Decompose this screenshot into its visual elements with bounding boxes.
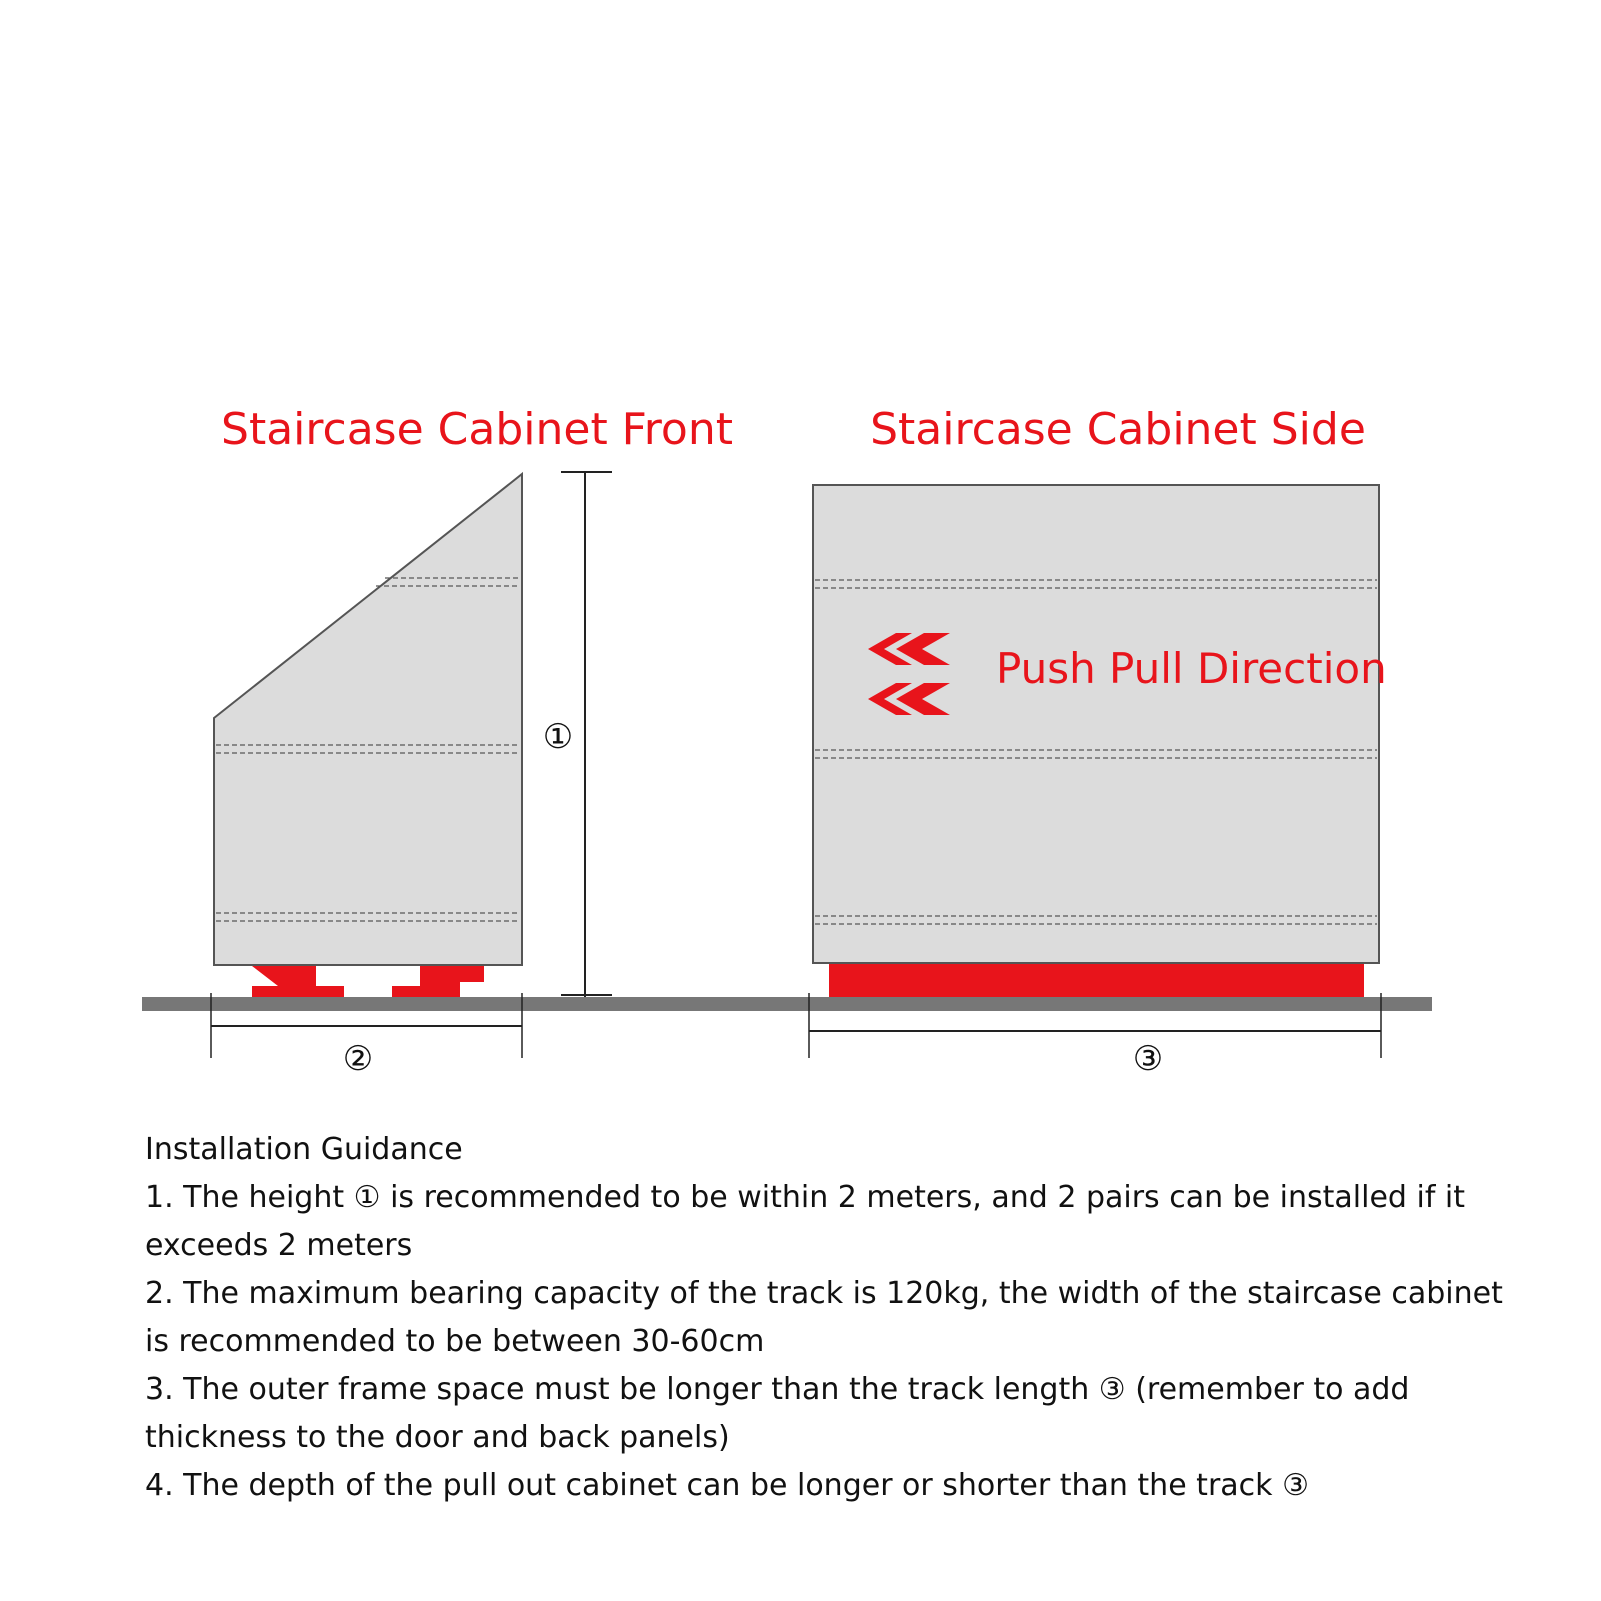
installation-guidance: [145, 1126, 1525, 1510]
track-marker: ③: [1132, 1039, 1164, 1079]
side-view-title: Staircase Cabinet Side: [870, 404, 1366, 455]
guidance-heading: Installation Guidance: [145, 1132, 463, 1167]
slide-rail-right: [392, 966, 484, 997]
front-cabinet-body: [214, 474, 522, 965]
slide-rail-left: [252, 966, 344, 997]
guidance-item: 2. The maximum bearing capacity of the track is 120kg, the width of the staircase cabinet is recommended to be between 30-60cm: [145, 1276, 1503, 1359]
side-slide-track: [829, 964, 1364, 997]
guidance-item: 1. The height ① is recommended to be within 2 meters, and 2 pairs can be installed if it exceeds 2 meters: [145, 1180, 1466, 1263]
push-pull-direction-label: Push Pull Direction: [996, 644, 1387, 693]
guidance-item: 3. The outer frame space must be longer than the track length ③ (remember to add thickness to the door and back panels): [145, 1372, 1410, 1455]
floor-line: [142, 997, 1432, 1011]
front-view-title: Staircase Cabinet Front: [221, 404, 733, 455]
front-slide-rails: [252, 966, 484, 997]
side-cabinet-body: [813, 485, 1379, 963]
height-dimension: [538, 472, 612, 997]
height-marker: ①: [542, 717, 574, 757]
side-cabinet: [813, 485, 1379, 963]
width-marker: ②: [342, 1039, 374, 1079]
guidance-item: 4. The depth of the pull out cabinet can be longer or shorter than the track ③: [145, 1468, 1309, 1503]
front-cabinet: [214, 474, 522, 965]
